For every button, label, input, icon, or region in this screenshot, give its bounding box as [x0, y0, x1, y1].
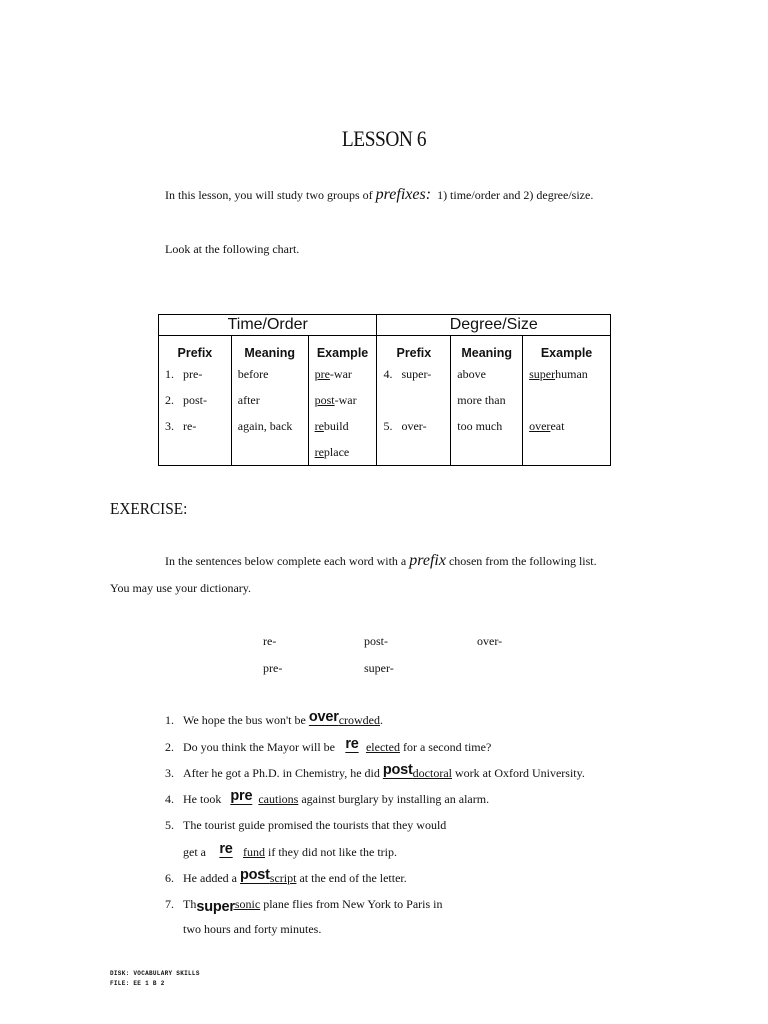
- row-number: 4.: [383, 366, 393, 381]
- row-number: 1.: [165, 366, 174, 381]
- look-text: Look at the following chart.: [165, 242, 300, 256]
- answer-post[interactable]: post: [239, 867, 270, 883]
- example-rest: -war: [334, 392, 357, 407]
- prefix-cell: over-: [401, 418, 427, 433]
- sentence-end: if they did not like the trip.: [265, 845, 397, 859]
- col-header: Example: [523, 336, 611, 362]
- item-number: 5.: [165, 818, 174, 832]
- prefix-cell: super-: [401, 366, 432, 381]
- list-item: [165, 818, 446, 833]
- table-row: [159, 413, 611, 439]
- meaning-cell: after: [231, 387, 308, 413]
- meaning-cell: above: [451, 361, 523, 387]
- sentence-text: Th: [183, 897, 197, 911]
- intro-groups: 1) time/order and 2) degree/size.: [437, 188, 594, 202]
- exercise-heading: EXERCISE:: [110, 499, 188, 518]
- page-title: LESSON 6: [341, 126, 427, 151]
- example-rest: -war: [329, 366, 352, 381]
- sentence-text: Do you think the Mayor will be: [183, 740, 338, 754]
- row-number: 2.: [165, 392, 174, 407]
- list-item: [165, 736, 492, 755]
- target-word: crowded: [338, 713, 381, 727]
- prefix-word: prefix: [409, 552, 446, 569]
- example-rest: human: [555, 366, 588, 381]
- prefix-cell: pre-: [183, 366, 203, 381]
- example-prefix: re: [314, 444, 324, 459]
- sentence-text: He added a: [183, 871, 240, 885]
- sentence-text: The tourist guide promised the tourists that they would: [183, 818, 447, 832]
- col-header: Meaning: [451, 336, 523, 362]
- col-header: Prefix: [377, 336, 451, 362]
- meaning-cell: [451, 439, 523, 466]
- list-item: [165, 709, 384, 728]
- target-word: cautions: [258, 792, 299, 806]
- row-number: 5.: [383, 418, 393, 433]
- target-word: script: [269, 871, 297, 885]
- item-number: 1.: [165, 713, 174, 727]
- example-prefix: re: [314, 418, 324, 433]
- list-item: [165, 867, 407, 886]
- row-number: 3.: [165, 418, 174, 433]
- example-prefix: pre: [314, 366, 330, 381]
- meaning-cell: too much: [451, 413, 523, 439]
- answer-re[interactable]: re: [219, 841, 233, 857]
- prefix-chart: [158, 314, 611, 466]
- instructions-line1: [165, 552, 597, 570]
- target-word: elected: [365, 740, 400, 754]
- sentence-end: at the end of the letter.: [296, 871, 407, 885]
- prefix-option: over-: [477, 634, 503, 648]
- example-prefix: super: [529, 366, 556, 381]
- sentence-end: for a second time?: [399, 740, 492, 754]
- example-prefix: over: [529, 418, 551, 433]
- sentence-text: He took: [183, 792, 225, 806]
- col-header: Example: [308, 336, 377, 362]
- item-number: 4.: [165, 792, 174, 806]
- prefix-option: super-: [364, 661, 394, 675]
- footer-disk: DISK: VOCABULARY SKILLS: [110, 970, 200, 977]
- group-time-order: Time/Order: [159, 315, 377, 336]
- target-word: sonic: [234, 897, 261, 911]
- item-number: 2.: [165, 740, 174, 754]
- table-row: [159, 361, 611, 387]
- answer-over[interactable]: over: [308, 709, 339, 725]
- sentence-text: After he got a Ph.D. in Chemistry, he did: [183, 766, 383, 780]
- target-word: fund: [243, 845, 265, 859]
- answer-super[interactable]: super: [196, 899, 235, 915]
- table-row: [159, 387, 611, 413]
- instructions-line2: You may use your dictionary.: [110, 581, 251, 595]
- item-number: 3.: [165, 766, 174, 780]
- list-item: [165, 762, 585, 781]
- col-header: Prefix: [159, 336, 232, 362]
- col-header: Meaning: [231, 336, 308, 362]
- example-rest: build: [323, 418, 349, 433]
- item-number: 6.: [165, 871, 174, 885]
- prefix-option: pre-: [263, 661, 283, 675]
- instructions-text-after: chosen from the following list.: [448, 554, 597, 568]
- meaning-cell: [231, 439, 308, 466]
- intro-paragraph: [165, 186, 593, 204]
- meaning-cell: before: [231, 361, 308, 387]
- list-item: [165, 896, 443, 915]
- prefix-cell: re-: [183, 418, 197, 433]
- group-degree-size: Degree/Size: [377, 315, 611, 336]
- example-rest: eat: [550, 418, 565, 433]
- prefix-option: post-: [364, 634, 388, 648]
- list-item-continued: [183, 841, 397, 860]
- example-rest: place: [323, 444, 350, 459]
- sentence-end: work at Oxford University.: [452, 766, 585, 780]
- answer-re[interactable]: re: [345, 736, 359, 752]
- sentence-end: against burglary by installing an alarm.: [298, 792, 490, 806]
- list-item-continued: two hours and forty minutes.: [183, 922, 322, 936]
- prefix-option: re-: [263, 634, 277, 648]
- list-item: [165, 788, 490, 807]
- table-row: [159, 439, 611, 466]
- sentence-text: We hope the bus won't be: [183, 713, 309, 727]
- sentence-end: plane flies from New York to Paris in: [260, 897, 443, 911]
- meaning-cell: again, back: [231, 413, 308, 439]
- instructions-text: In the sentences below complete each word with a: [165, 554, 407, 568]
- example-prefix: post: [314, 392, 335, 407]
- sentence-text: get a: [183, 845, 209, 859]
- item-number: 7.: [165, 897, 174, 911]
- prefixes-word: prefixes:: [375, 186, 432, 203]
- intro-text: In this lesson, you will study two groups of: [165, 188, 373, 202]
- footer-file: FILE: EE 1 B 2: [110, 980, 165, 987]
- answer-pre[interactable]: pre: [230, 788, 253, 804]
- target-word: doctoral: [412, 766, 452, 780]
- sentence-end: .: [380, 713, 384, 727]
- meaning-cell: more than: [451, 387, 523, 413]
- answer-post[interactable]: post: [382, 762, 413, 778]
- prefix-cell: post-: [183, 392, 207, 407]
